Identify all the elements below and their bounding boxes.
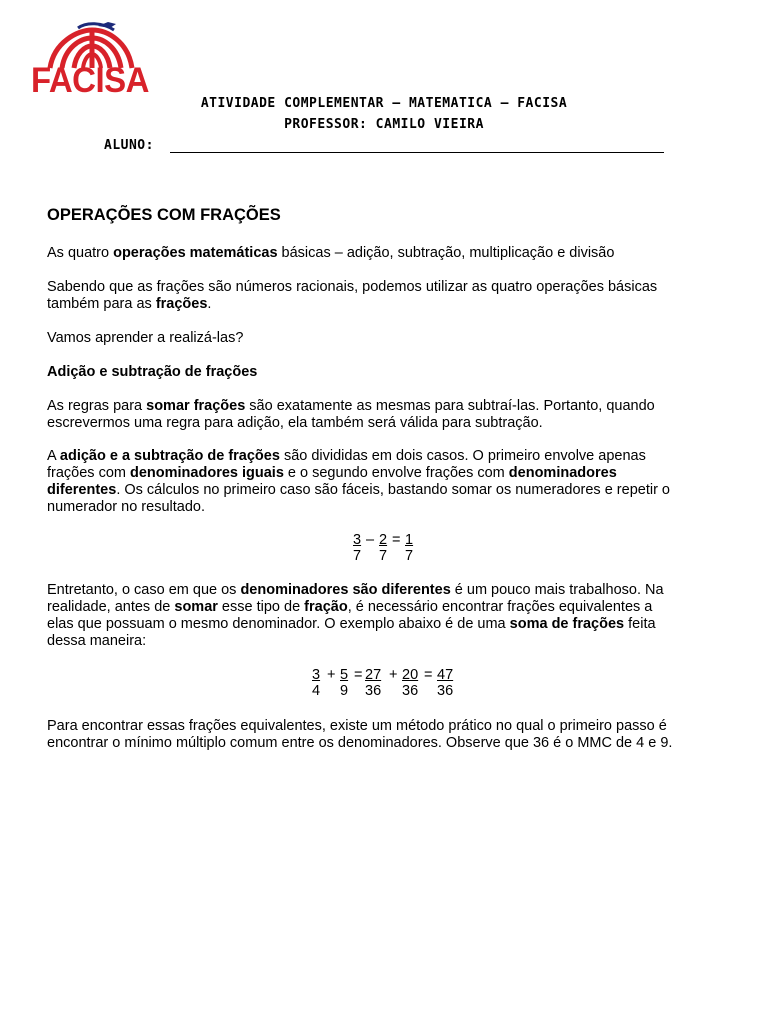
subheading-addition-subtraction: Adição e subtração de frações (47, 364, 258, 380)
fraction: $\frac{3}{7}$ (353, 532, 362, 564)
fraction: $\frac{1}{7}$ (405, 532, 414, 564)
fraction: $\frac{2}{7}$ (379, 532, 388, 564)
paragraph-different-denominators: Entretanto, o caso em que os denominadores são diferentes é um pouco mais trabalhoso. Na realidade, antes de somar esse tipo de fração, é necessário encontrar frações equivalentes a elas que possuam o mesmo denominador. O exemplo abaixo é de uma soma de frações feita dessa maneira: (47, 582, 664, 649)
logo-text: FACISA (30, 59, 149, 100)
fraction: $\frac{47}{36}$ (437, 667, 454, 699)
paragraph-question: Vamos aprender a realizá-las? (47, 330, 244, 346)
operator: – (366, 532, 375, 548)
aluno-name-line[interactable] (170, 152, 664, 153)
operator: + (389, 667, 398, 683)
paragraph-two-cases: A adição e a subtração de frações são divididas em dois casos. O primeiro envolve apenas frações com denominadores iguais e o segundo envolve frações com denominadores diferentes. Os cálculos no primeiro caso são fáceis, bastando somar os numeradores e repetir o numerador no resultado. (47, 448, 670, 515)
paragraph-intro: As quatro operações matemáticas básicas – adição, subtração, multiplicação e divisão (47, 245, 615, 261)
paragraph-rational: Sabendo que as frações são números racionais, podemos utilizar as quatro operações básicas também para as frações. (47, 279, 658, 312)
page-title: OPERAÇÕES COM FRAÇÕES (47, 206, 281, 224)
header-professor: PROFESSOR: CAMILO VIEIRA (284, 117, 484, 132)
fraction: $\frac{20}{36}$ (402, 667, 419, 699)
operator: = (354, 667, 363, 683)
operator: = (392, 532, 401, 548)
fraction: $\frac{3}{4}$ (312, 667, 321, 699)
operator: = (424, 667, 433, 683)
operator: + (327, 667, 336, 683)
paragraph-rules: As regras para somar frações são exatamente as mesmas para subtraí-las. Portanto, quando escrevermos uma regra para adição, ela também será válida para subtração. (47, 398, 655, 431)
fraction: $\frac{27}{36}$ (365, 667, 382, 699)
facisa-logo (28, 18, 152, 100)
header-activity-title: ATIVIDADE COMPLEMENTAR – MATEMATICA – FACISA (200, 96, 568, 111)
paragraph-mmc: Para encontrar essas frações equivalentes, existe um método prático no qual o primeiro passo é encontrar o mínimo múltiplo comum entre os denominadores. Observe que 36 é o MMC de 4 e 9. (47, 718, 673, 751)
aluno-label: ALUNO: (104, 138, 154, 153)
fraction: $\frac{5}{9}$ (340, 667, 349, 699)
